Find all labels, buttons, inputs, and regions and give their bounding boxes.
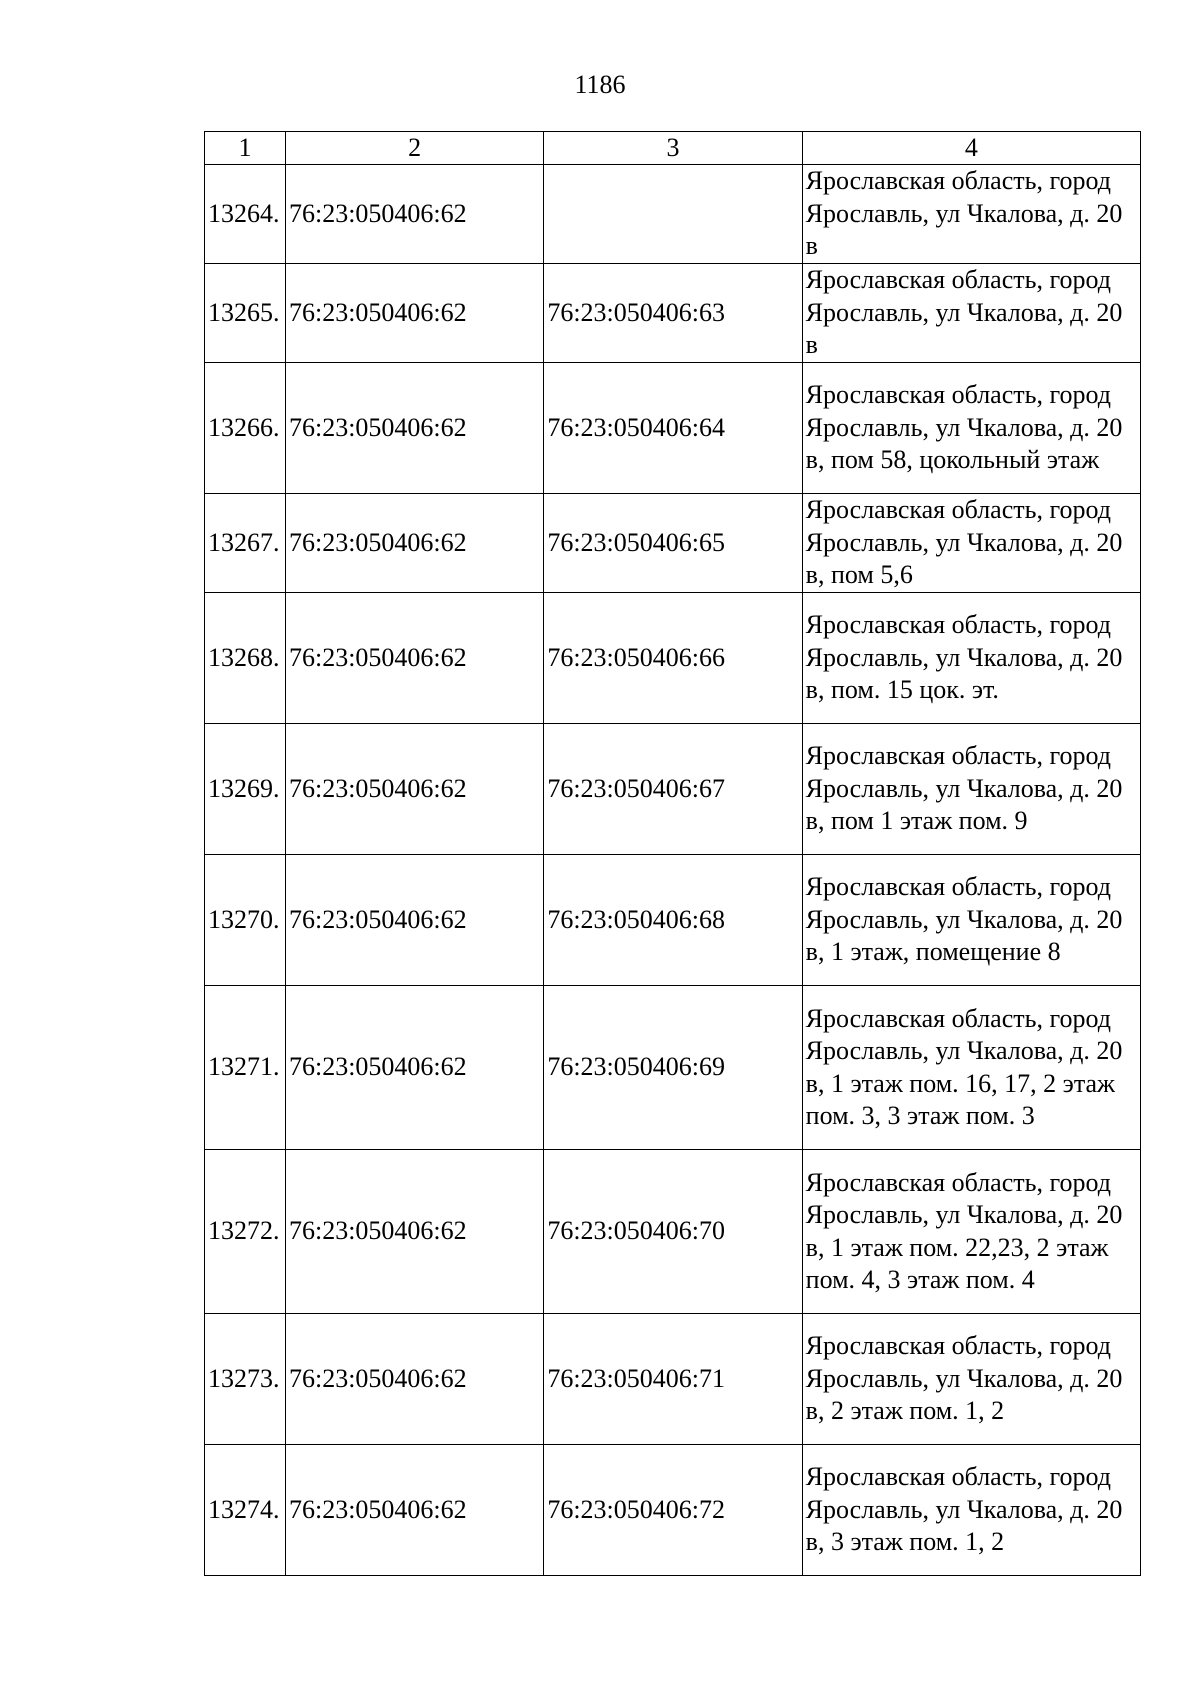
table-row: [205, 165, 1141, 264]
registry-table: [204, 131, 1141, 1576]
row-number: 13265.: [205, 264, 286, 363]
table-row: [205, 593, 1141, 724]
cadastral-number-parent: 76:23:050406:62: [285, 986, 543, 1150]
cadastral-number-parent: 76:23:050406:62: [285, 855, 543, 986]
address: Ярославская область, город Ярославль, ул Чкалова, д. 20 в, пом 5,6: [802, 494, 1140, 593]
cadastral-number: 76:23:050406:63: [544, 264, 802, 363]
table-row: [205, 1314, 1141, 1445]
cadastral-number: 76:23:050406:70: [544, 1150, 802, 1314]
address: Ярославская область, город Ярославль, ул Чкалова, д. 20 в, пом 1 этаж пом. 9: [802, 724, 1140, 855]
address: Ярославская область, город Ярославль, ул Чкалова, д. 20 в, 1 этаж, помещение 8: [802, 855, 1140, 986]
address: Ярославская область, город Ярославль, ул Чкалова, д. 20 в, 1 этаж пом. 22,23, 2 этаж пом. 4, 3 этаж пом. 4: [802, 1150, 1140, 1314]
row-number: 13274.: [205, 1445, 286, 1576]
cadastral-number: 76:23:050406:69: [544, 986, 802, 1150]
address: Ярославская область, город Ярославль, ул Чкалова, д. 20 в, пом. 15 цок. эт.: [802, 593, 1140, 724]
row-number: 13267.: [205, 494, 286, 593]
address: Ярославская область, город Ярославль, ул Чкалова, д. 20 в, 3 этаж пом. 1, 2: [802, 1445, 1140, 1576]
table-body: [205, 165, 1141, 1576]
address: Ярославская область, город Ярославль, ул Чкалова, д. 20 в, пом 58, цокольный этаж: [802, 363, 1140, 494]
cadastral-number: 76:23:050406:65: [544, 494, 802, 593]
header-row: [205, 132, 1141, 165]
table-row: [205, 986, 1141, 1150]
row-number: 13268.: [205, 593, 286, 724]
address: Ярославская область, город Ярославль, ул Чкалова, д. 20 в, 2 этаж пом. 1, 2: [802, 1314, 1140, 1445]
cadastral-number-parent: 76:23:050406:62: [285, 363, 543, 494]
table-row: [205, 1150, 1141, 1314]
address: Ярославская область, город Ярославль, ул Чкалова, д. 20 в, 1 этаж пом. 16, 17, 2 этаж пом. 3, 3 этаж пом. 3: [802, 986, 1140, 1150]
cadastral-number-parent: 76:23:050406:62: [285, 1150, 543, 1314]
cadastral-number-parent: 76:23:050406:62: [285, 165, 543, 264]
cadastral-number-parent: 76:23:050406:62: [285, 1314, 543, 1445]
row-number: 13270.: [205, 855, 286, 986]
table-row: [205, 724, 1141, 855]
address: Ярославская область, город Ярославль, ул Чкалова, д. 20 в: [802, 165, 1140, 264]
cadastral-number: 76:23:050406:71: [544, 1314, 802, 1445]
cadastral-number: [544, 165, 802, 264]
cadastral-number-parent: 76:23:050406:62: [285, 264, 543, 363]
cadastral-number: 76:23:050406:66: [544, 593, 802, 724]
row-number: 13272.: [205, 1150, 286, 1314]
cadastral-number-parent: 76:23:050406:62: [285, 724, 543, 855]
cadastral-number-parent: 76:23:050406:62: [285, 593, 543, 724]
cadastral-number: 76:23:050406:68: [544, 855, 802, 986]
row-number: 13273.: [205, 1314, 286, 1445]
cadastral-number-parent: 76:23:050406:62: [285, 494, 543, 593]
cadastral-number: 76:23:050406:64: [544, 363, 802, 494]
row-number: 13266.: [205, 363, 286, 494]
column-header-4: 4: [802, 132, 1140, 165]
column-header-1: 1: [205, 132, 286, 165]
cadastral-number: 76:23:050406:72: [544, 1445, 802, 1576]
table-row: [205, 363, 1141, 494]
row-number: 13271.: [205, 986, 286, 1150]
table-row: [205, 1445, 1141, 1576]
cadastral-number-parent: 76:23:050406:62: [285, 1445, 543, 1576]
row-number: 13264.: [205, 165, 286, 264]
row-number: 13269.: [205, 724, 286, 855]
column-header-2: 2: [285, 132, 543, 165]
table-row: [205, 264, 1141, 363]
column-header-3: 3: [544, 132, 802, 165]
page-number: 1186: [574, 70, 626, 99]
table-row: [205, 855, 1141, 986]
cadastral-number: 76:23:050406:67: [544, 724, 802, 855]
table-row: [205, 494, 1141, 593]
address: Ярославская область, город Ярославль, ул Чкалова, д. 20 в: [802, 264, 1140, 363]
